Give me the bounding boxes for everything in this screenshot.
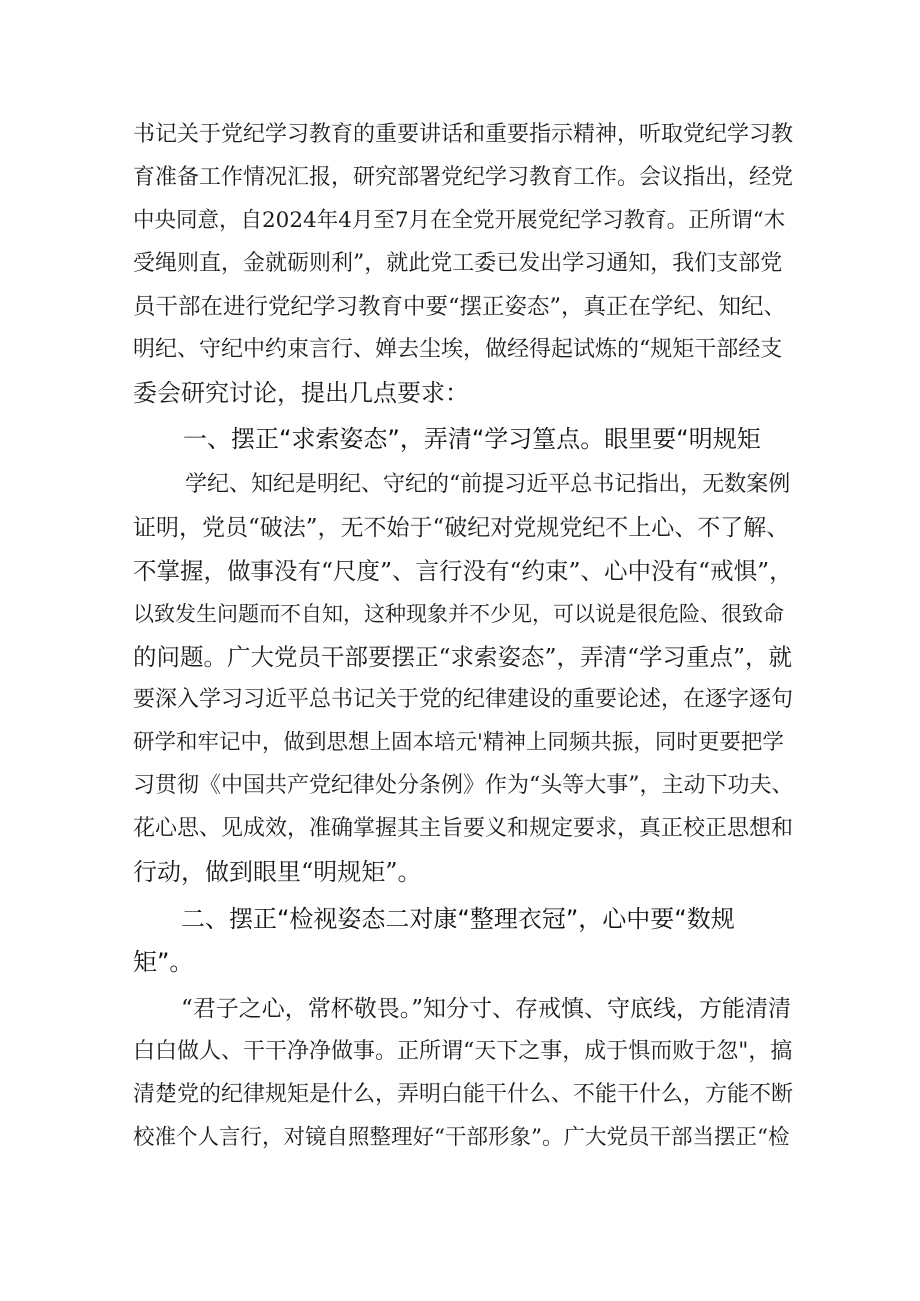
text-line: 习贯彻《中国共产党纪律处分条例》作为“头等大事”，主动下功夫、 (133, 773, 794, 798)
text-line: 不掌握，做事没有“尺度”、言行没有“约束”、心中没有“戒惧”， (133, 557, 793, 585)
text-line: 校准个人言行，对镜自照整理好“干部形象”。广大党员干部当摆正“检 (133, 1125, 790, 1150)
heading-line: 矩”。 (133, 948, 194, 976)
text-line: 证明，党员“破法”，无不始于“破纪对党规党纪不上心、不了解、 (133, 515, 790, 541)
text-line: 书记关于党纪学习教育的重要讲话和重要指示精神，听取党纪学习教 (133, 122, 794, 147)
text-line: 研学和牢记中，做到思想上固本培元'精神上同频共振，同时更要把学 (133, 730, 784, 755)
section-heading-1: 一、摆正“求索姿态”，弄清“学习篁点。眼里要“明规矩 (183, 425, 761, 453)
text-line: 白白做人、干干净净做事。正所谓“天下之事，成于惧而败于忽"，搞 (133, 1039, 793, 1064)
text-line: “君子之心，常杯敬畏。”知分寸、存戒慎、守底线，方能清清 (181, 996, 792, 1022)
text-line: 学纪、知纪是明纪、守纪的“前提习近平总书记指出，无数案例 (185, 472, 791, 497)
text-line: 中央同意，自2024年4月至7月在全党开展党纪学习教育。正所谓“木 (133, 208, 786, 233)
text-line: 受绳则直，金就砺则利”，就此党工委已发出学习通知，我们支部党 (133, 251, 783, 276)
text-line: 清楚党的纪律规矩是什么，弄明白能干什么、不能干什么，方能不断 (133, 1082, 794, 1107)
text-line: 要深入学习习近平总书记关于党的纪律建设的重要论述，在逐字逐句 (133, 687, 794, 712)
text-line: 明纪、守纪中约束言行、婵去尘埃，做经得起试炼的“规矩干部经支 (133, 337, 783, 362)
text-line: 花心思、见成效，准确掌握其主旨要义和规定要求，真正校正思想和 (133, 816, 794, 841)
text-line: 的问题。广大党员干部要摆正“求索姿态”，弄清“学习重点”，就 (133, 643, 793, 671)
text-line: 育准备工作情况汇报，研究部署党纪学习教育工作。会议指出，经党 (133, 165, 794, 190)
text-line: 以致发生问题而不自知，这种现象并不少见，可以说是很危险、很致命 (133, 602, 784, 626)
text-line: 员干部在进行党纪学习教育中要“摆正姿态”，真正在学纪、知纪、 (133, 294, 787, 320)
text-line: 行动，做到眼里“明规矩”。 (133, 858, 422, 886)
text-line: 委会研究讨论，提出几点要求： (133, 379, 469, 407)
heading-line: 二、摆正“检视姿态二对康“整理衣冠”，心中要“数规 (181, 905, 735, 933)
